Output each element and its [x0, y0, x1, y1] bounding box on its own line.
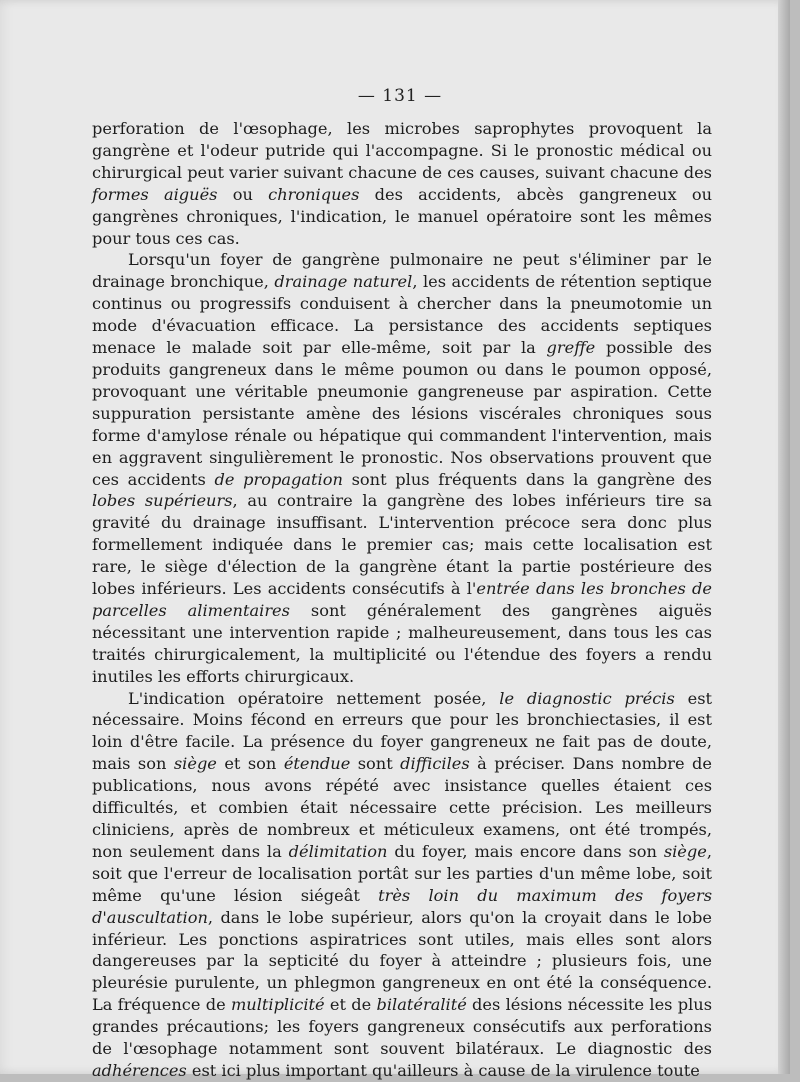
italic-text-run: formes aiguës — [92, 184, 218, 204]
paragraph — [92, 249, 712, 687]
body-text — [92, 118, 712, 1082]
text-run: Lorsqu'un foyer de gangrène pulmonaire ne peut s'éliminer par le drainage bronchique, — [92, 250, 712, 292]
page-number: — 131 — — [357, 86, 443, 106]
text-run: , soit que l'erreur de localisation portât sur les parties d'un même lobe, soit même qu'une lésion siégeât — [92, 841, 712, 905]
text-run: , les accidents de rétention septique continus ou progressifs conduisent à chercher dans la pneumotomie un mode d'évacuation efficace. La persistance des accidents septiques menace le malade soit par elle-même, soit par la — [92, 272, 713, 358]
italic-text-run: étendue — [283, 754, 351, 774]
text-run: sont plus fréquents dans la gangrène des — [342, 469, 712, 489]
text-run: , au contraire la gangrène des lobes inférieurs tire sa gravité du drainage insuffisant. L'intervention précoce sera donc plus formellement indiquée dans le premier cas; mais cette localisation est rare, le siège d'élection de la gangrène étant la partie postérieure des lobes inférieurs. Les accidents consécutifs à l' — [92, 491, 712, 599]
italic-text-run: délimitation — [288, 841, 388, 861]
italic-text-run: très loin du maximum des foyers d'auscultation — [92, 885, 712, 927]
italic-text-run: multiplicité — [230, 995, 325, 1015]
text-run: et son — [216, 754, 284, 774]
paragraph — [92, 118, 712, 249]
paragraph — [92, 688, 712, 1082]
italic-text-run: difficiles — [400, 754, 470, 774]
text-run: des accidents, abcès gangreneux ou gangrènes chroniques, l'indication, le manuel opératoire sont les mêmes pour tous ces cas. — [92, 184, 712, 248]
italic-text-run: lobes supérieurs — [92, 491, 233, 511]
text-run: du foyer, mais encore dans son — [387, 841, 664, 861]
italic-text-run: greffe — [546, 338, 596, 358]
text-run: perforation de l'œsophage, les microbes saprophytes provoquent la gangrène et l'odeur putride qui l'accompagne. Si le pronostic médical ou chirurgical peut varier suivant chacune de ces causes, suivant chacune des — [92, 119, 712, 182]
text-run: à préciser. Dans nombre de publications, nous avons répété avec insistance quelles étaient ces difficultés, et combien était nécessaire cette précision. Les meilleurs cliniciens, après de nombreux et méticuleux examens, ont été trompés, non seulement dans la — [92, 754, 712, 861]
text-run: L'indication opératoire nettement posée, — [128, 688, 500, 708]
text-run: sont généralement des gangrènes aiguës nécessitant une intervention rapide ; malheureusement, dans tous les cas traités chirurgicalement, la multiplicité ou l'étendue des foyers a rendu inutiles les efforts chirurgicaux. — [92, 600, 712, 686]
italic-text-run: entrée dans les bronches de parcelles alimentaires — [92, 579, 712, 620]
italic-text-run: siège — [173, 754, 217, 774]
text-run: des lésions nécessite les plus grandes précautions; les foyers gangreneux consécutifs aux perforations de l'œsophage notamment sont souvent bilatéraux. Le diagnostic des — [92, 995, 713, 1059]
italic-text-run: le diagnostic précis — [499, 688, 675, 708]
text-run: est nécessaire. Moins fécond en erreurs que pour les bronchiectasies, il est loin d'être facile. La présence du foyer gangreneux ne fait pas de doute, mais son — [92, 688, 713, 774]
italic-text-run: drainage naturel — [274, 272, 413, 292]
text-run: sont — [350, 754, 401, 774]
page-edge-shadow — [778, 0, 790, 1074]
text-run: possible des produits gangreneux dans le même poumon ou dans le poumon opposé, provoquant une véritable pneumonie gangreneuse par aspiration. Cette suppuration persistante amène des lésions viscérales chroniques sous forme d'amylose rénale ou hépatique qui commandent l'intervention, mais en aggravent singulièrement le pronostic. Nos observations prouvent que ces accidents — [92, 338, 712, 489]
italic-text-run: de propagation — [214, 469, 343, 489]
italic-text-run: adhérences — [92, 1060, 187, 1080]
text-run: ou — [217, 184, 269, 204]
text-run: , dans le lobe supérieur, alors qu'on la croyait dans le lobe inférieur. Les ponctions aspiratrices sont utiles, mais elles sont alors dangereuses par la septicité du foyer à atteindre ; plusieurs fois, une pleurésie purulente, un phlegmon gangreneux en ont été la conséquence. La fréquence de — [92, 907, 712, 1015]
text-run: est ici plus important qu'ailleurs à cause de la virulence toute — [186, 1060, 700, 1080]
italic-text-run: chroniques — [268, 184, 360, 204]
italic-text-run: bilatéralité — [376, 995, 467, 1015]
text-run: et de — [324, 995, 377, 1015]
italic-text-run: siège — [663, 841, 707, 861]
